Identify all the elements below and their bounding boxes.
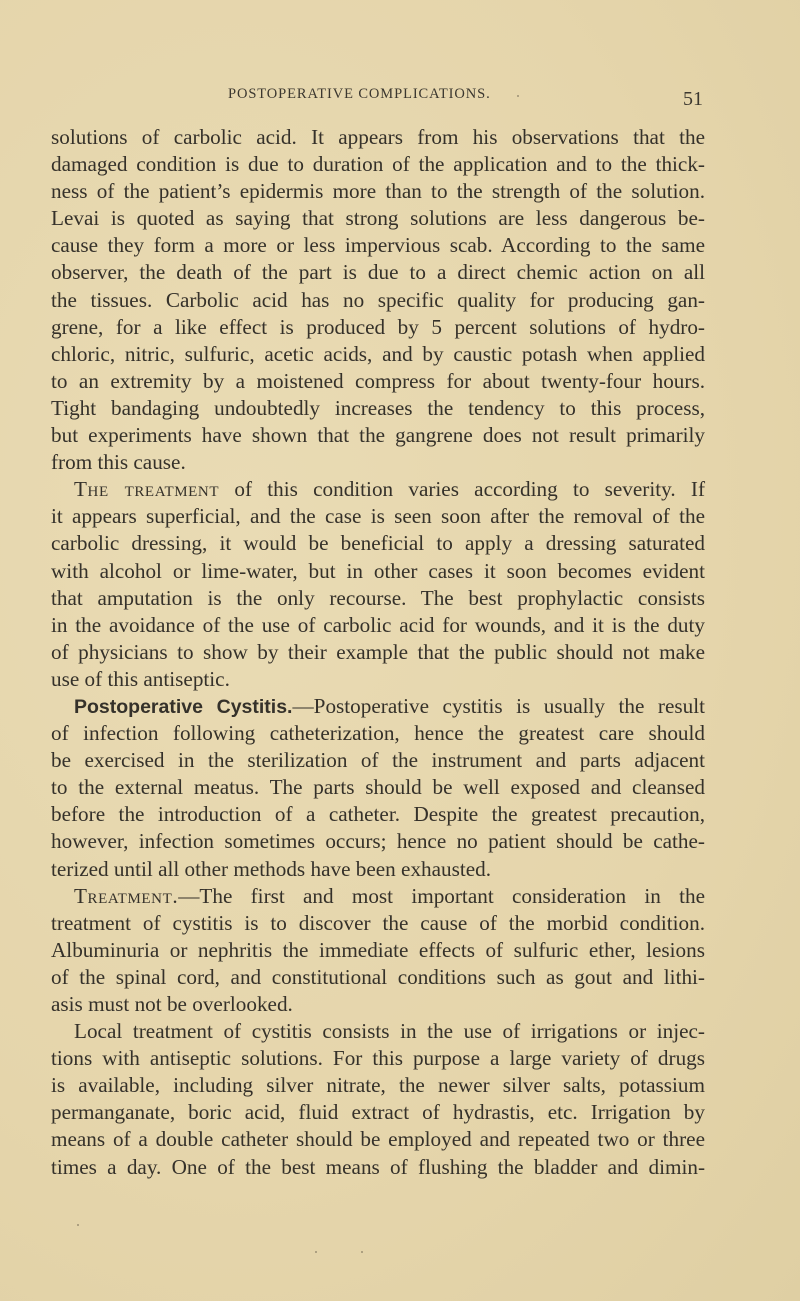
text-line: that amputation is the only recourse. The best prophylactic consists: [51, 585, 705, 610]
text-line: observer, the death of the part is due to a direct chemic action on all: [51, 260, 705, 285]
text-line: use of this antiseptic.: [51, 666, 230, 691]
text-line: tions with antiseptic solutions. For this purpose a large variety of drugs: [51, 1046, 705, 1071]
text-line: terized until all other methods have been exhausted.: [51, 856, 492, 881]
small-caps-lead: Treatment.: [74, 883, 179, 908]
text-line: from this cause.: [51, 450, 186, 475]
text-line: solutions of carbolic acid. It appears from his observations that the: [51, 125, 705, 149]
body-text: [51, 124, 705, 1181]
text-run: —The first and most important consideration in the: [178, 883, 705, 908]
text-line: Tight bandaging undoubtedly increases the tendency to this process,: [51, 395, 705, 420]
text-line: however, infection sometimes occurs; hence no patient should be cathe-: [51, 829, 705, 854]
text-line: permanganate, boric acid, fluid extract of hydrastis, etc. Irrigation by: [51, 1100, 705, 1125]
text-line: times a day. One of the best means of flushing the bladder and dimin-: [51, 1154, 705, 1179]
text-line: in the avoidance of the use of carbolic acid for wounds, and it is the duty: [51, 612, 705, 637]
text-line: Levai is quoted as saying that strong solutions are less dangerous be-: [51, 206, 705, 231]
section-heading: Postoperative Cystitis.: [74, 695, 293, 718]
paper-speck: [315, 1251, 317, 1253]
section-heading-line: [51, 693, 705, 720]
text-line: the tissues. Carbolic acid has no specific quality for producing gan-: [51, 287, 705, 312]
text-line: to an extremity by a moistened compress for about twenty-four hours.: [51, 368, 705, 393]
text-line: damaged condition is due to duration of the application and to the thick-: [51, 152, 705, 177]
text-line: Albuminuria or nephritis the immediate effects of sulfuric ether, lesions: [51, 937, 705, 962]
text-line: to the external meatus. The parts should be well exposed and cleansed: [51, 775, 705, 800]
text-run: —Postoperative cystitis is usually the result: [292, 693, 705, 718]
text-line: be exercised in the sterilization of the instrument and parts adjacent: [51, 748, 705, 773]
text-line: cause they form a more or less impervious scab. According to the same: [51, 233, 705, 258]
text-line: carbolic dressing, it would be beneficial to apply a dressing saturated: [51, 531, 705, 556]
text-run: of this condition varies according to severity. If: [219, 477, 705, 502]
text-line: treatment of cystitis is to discover the cause of the morbid condition.: [51, 910, 705, 935]
text-line: chloric, nitric, sulfuric, acetic acids, and by caustic potash when applied: [51, 341, 705, 366]
paper-speck: [77, 1224, 79, 1226]
text-line: grene, for a like effect is produced by 5 percent solutions of hydro-: [51, 314, 705, 339]
running-head: POSTOPERATIVE COMPLICATIONS.: [228, 86, 491, 102]
paper-speck: [517, 95, 519, 97]
text-line: but experiments have shown that the gangrene does not result primarily: [51, 423, 705, 448]
paragraph-start: [51, 476, 705, 503]
text-line: asis must not be overlooked.: [51, 992, 293, 1016]
text-line: before the introduction of a catheter. Despite the greatest precaution,: [51, 802, 705, 827]
small-caps-lead: The treatment: [74, 477, 220, 502]
text-line: means of a double catheter should be employed and repeated two or three: [51, 1127, 705, 1152]
paragraph-start: Local treatment of cystitis consists in the use of irrigations or injec-: [74, 1019, 705, 1044]
text-line: ness of the patient’s epidermis more than to the strength of the solution.: [51, 179, 705, 204]
text-line: of infection following catheterization, hence the greatest care should: [51, 721, 705, 746]
text-line: is available, including silver nitrate, the newer silver salts, potassium: [51, 1073, 705, 1098]
text-line: it appears superficial, and the case is seen soon after the removal of the: [51, 504, 705, 529]
paragraph-start: [51, 883, 705, 910]
text-line: of physicians to show by their example that the public should not make: [51, 639, 705, 664]
page-number: 51: [683, 88, 703, 110]
paper-speck: [361, 1251, 363, 1253]
text-line: of the spinal cord, and constitutional conditions such as gout and lithi-: [51, 964, 705, 989]
text-line: with alcohol or lime-water, but in other cases it soon becomes evident: [51, 558, 705, 583]
